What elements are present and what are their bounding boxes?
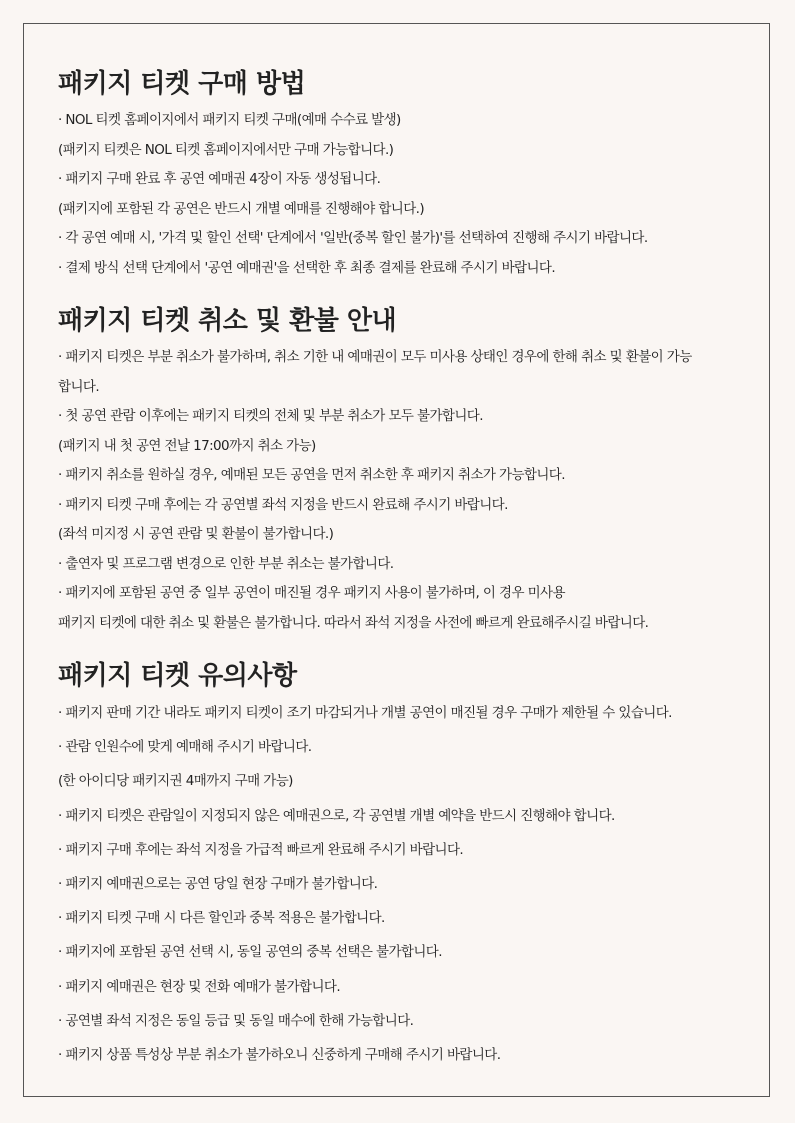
list-item: · 패키지 예매권은 현장 및 전화 예매가 불가합니다. bbox=[58, 978, 341, 995]
list-item: · 패키지 구매 후에는 좌석 지정을 가급적 빠르게 완료해 주시기 바랍니다. bbox=[58, 841, 464, 858]
section-title: 패키지 티켓 구매 방법 bbox=[58, 69, 306, 99]
list-item: · 공연별 좌석 지정은 동일 등급 및 동일 매수에 한해 가능합니다. bbox=[58, 1012, 414, 1029]
list-item: · 패키지 티켓은 부분 취소가 불가하며, 취소 기한 내 예매권이 모두 미사용 상태인 경우에 한해 취소 및 환불이 가능 bbox=[58, 349, 692, 365]
list-item: · 패키지 티켓 구매 후에는 각 공연별 좌석 지정을 반드시 완료해 주시기 바랍니다. bbox=[58, 496, 508, 513]
list-item: · 관람 인원수에 맞게 예매해 주시기 바랍니다. bbox=[58, 739, 312, 756]
section-title: 패키지 티켓 유의사항 bbox=[58, 661, 297, 691]
list-item: · 패키지에 포함된 공연 중 일부 공연이 매진될 경우 패키지 사용이 불가하며, 이 경우 미사용 bbox=[58, 585, 565, 601]
section-notes bbox=[58, 656, 764, 1072]
list-item: · 패키지 티켓 구매 시 다른 할인과 중복 적용은 불가합니다. bbox=[58, 910, 385, 927]
list-item: · 패키지에 포함된 공연 선택 시, 동일 공연의 중복 선택은 불가합니다. bbox=[58, 944, 442, 961]
list-item: · 각 공연 예매 시, '가격 및 할인 선택' 단계에서 '일반(중복 할인 불가)'를 선택하여 진행해 주시기 바랍니다. bbox=[58, 230, 648, 246]
list-item: (한 아이디당 패키지권 4매까지 구매 가능) bbox=[58, 773, 293, 790]
list-item: (좌석 미지정 시 공연 관람 및 환불이 불가합니다.) bbox=[58, 526, 334, 542]
list-item: (패키지에 포함된 각 공연은 반드시 개별 예매를 진행해야 합니다.) bbox=[58, 200, 425, 217]
notice-document bbox=[58, 58, 764, 1072]
section-title: 패키지 티켓 취소 및 환불 안내 bbox=[58, 306, 397, 336]
list-item: · 첫 공연 관람 이후에는 패키지 티켓의 전체 및 부분 취소가 모두 불가합니다. bbox=[58, 408, 483, 424]
list-item: 패키지 티켓에 대한 취소 및 환불은 불가합니다. 따라서 좌석 지정을 사전에 빠르게 완료해주시길 바랍니다. bbox=[58, 614, 649, 631]
list-item: · 패키지 판매 기간 내라도 패키지 티켓이 조기 마감되거나 개별 공연이 매진될 경우 구매가 제한될 수 있습니다. bbox=[58, 705, 672, 721]
list-item: · 출연자 및 프로그램 변경으로 인한 부분 취소는 불가합니다. bbox=[58, 555, 394, 572]
list-item: 합니다. bbox=[58, 378, 100, 395]
list-item: (패키지 티켓은 NOL 티켓 홈페이지에서만 구매 가능합니다.) bbox=[58, 141, 394, 158]
list-item: · NOL 티켓 홈페이지에서 패키지 티켓 구매(예매 수수료 발생) bbox=[58, 112, 401, 128]
list-item: · 패키지 취소를 원하실 경우, 예매된 모든 공연을 먼저 취소한 후 패키지 취소가 가능합니다. bbox=[58, 467, 565, 483]
section-cancel-refund bbox=[58, 301, 764, 638]
section-purchase-method bbox=[58, 64, 764, 283]
list-item: (패키지 내 첫 공연 전날 17:00까지 취소 가능) bbox=[58, 437, 316, 454]
list-item: · 패키지 예매권으로는 공연 당일 현장 구매가 불가합니다. bbox=[58, 876, 378, 893]
list-item: · 패키지 티켓은 관람일이 지정되지 않은 예매권으로, 각 공연별 개별 예약을 반드시 진행해야 합니다. bbox=[58, 807, 615, 824]
list-item: · 결제 방식 선택 단계에서 '공연 예매권'을 선택한 후 최종 결제를 완료해 주시기 바랍니다. bbox=[58, 259, 556, 276]
list-item: · 패키지 구매 완료 후 공연 예매권 4장이 자동 생성됩니다. bbox=[58, 171, 381, 187]
list-item: · 패키지 상품 특성상 부분 취소가 불가하오니 신중하게 구매해 주시기 바랍니다. bbox=[58, 1047, 501, 1064]
